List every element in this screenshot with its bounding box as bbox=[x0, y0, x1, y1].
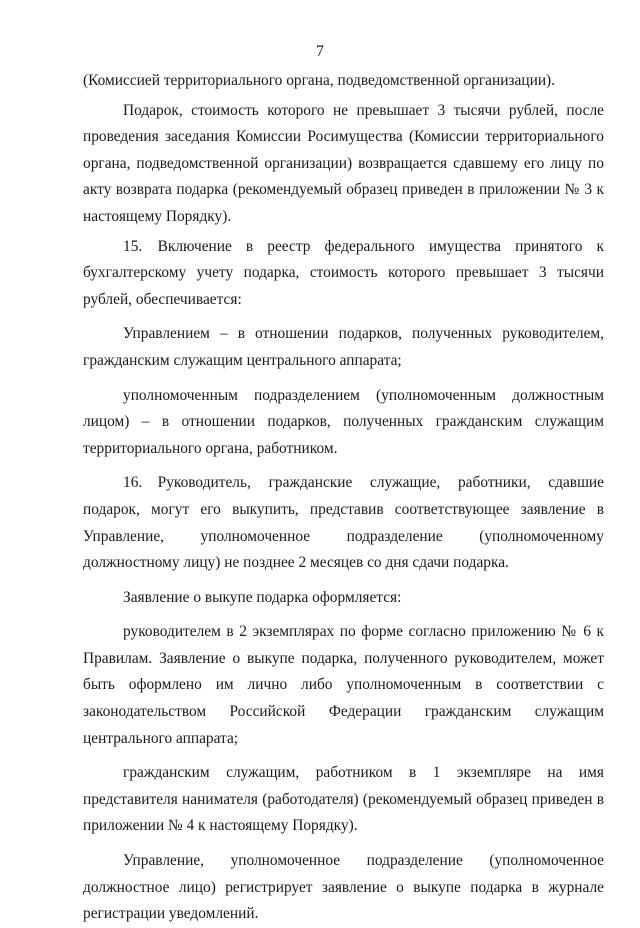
page-number: 7 bbox=[316, 43, 324, 60]
paragraph-2: Подарок, стоимость которого не превышает 3 тысячи рублей, после проведения заседания Комиссии Росимущества (Комиссии территориального органа, подведомственной организации) возвращается сдавшему его лицу по акту возврата подарка (рекомендуемый образец приведен в приложении № 3 к настоящему Порядку). bbox=[83, 101, 604, 225]
document-body bbox=[83, 68, 604, 928]
paragraph-6: 16. Руководитель, гражданские служащие, работники, сдавшие подарок, могут его выкупить, представив соответствующее заявление в Управление, уполномоченное подразделение (уполномоченному должностному лицу) не позднее 2 месяцев со дня сдачи подарка. bbox=[83, 474, 604, 572]
paragraph-1: (Комиссией территориального органа, подведомственной организации). bbox=[83, 72, 556, 89]
paragraph-3: 15. Включение в реестр федерального имущества принятого к бухгалтерскому учету подарка, стоимость которого превышает 3 тысячи рублей, обеспечивается: bbox=[83, 237, 604, 308]
paragraph-7: Заявление о выкупе подарка оформляется: bbox=[123, 588, 402, 606]
paragraph-5: уполномоченным подразделением (уполномоченным должностным лицом) – в отношении подарков, полученных гражданским служащим территориального органа, работником. bbox=[83, 386, 604, 457]
paragraph-10: Управление, уполномоченное подразделение (уполномоченное должностное лицо) регистрирует заявление о выкупе подарка в журнале регистрации уведомлений. bbox=[83, 852, 604, 923]
paragraph-9: гражданским служащим, работником в 1 экземпляре на имя представителя нанимателя (работодателя) (рекомендуемый образец приведен в приложении № 4 к настоящему Порядку). bbox=[83, 764, 604, 835]
paragraph-8: руководителем в 2 экземплярах по форме согласно приложению № 6 к Правилам. Заявление о выкупе подарка, полученного руководителем, может быть оформлено им лично либо уполномоченным в соответствии с законодательством Российской Федерации гражданским служащим центрального аппарата; bbox=[83, 623, 604, 747]
paragraph-4: Управлением – в отношении подарков, полученных руководителем, гражданским служащим центрального аппарата; bbox=[83, 325, 604, 369]
